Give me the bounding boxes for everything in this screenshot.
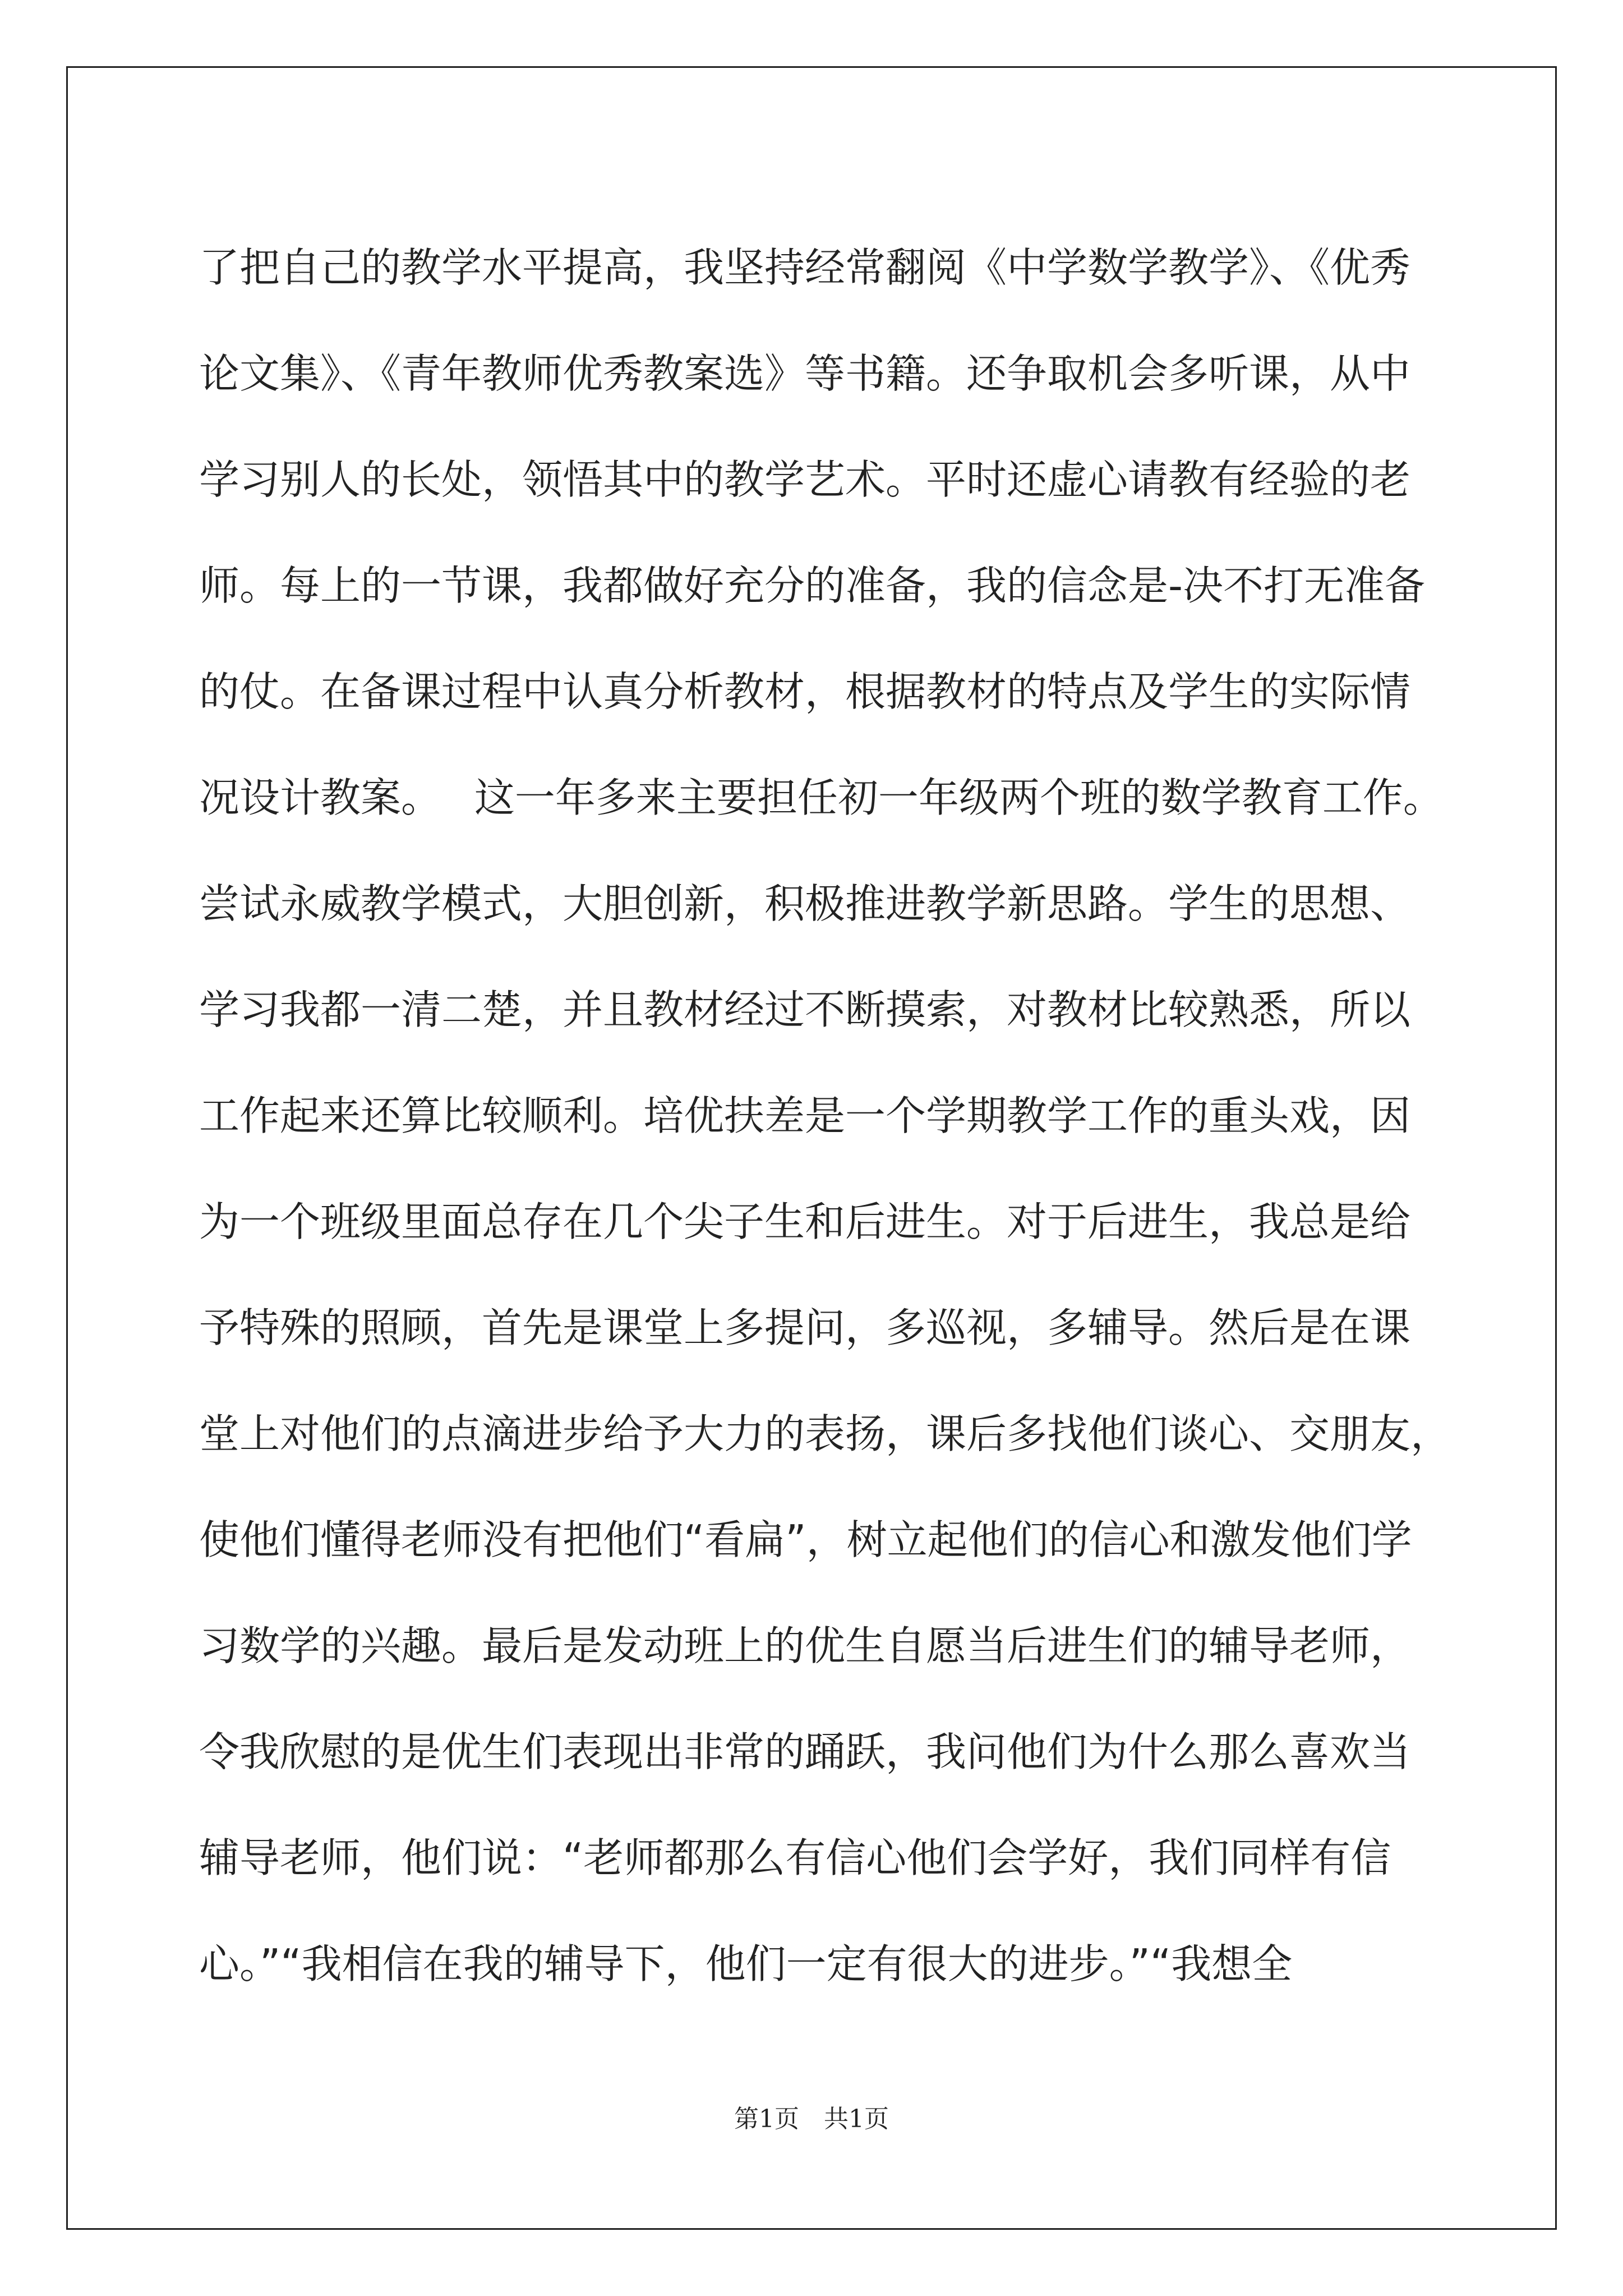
text-line-2: 论文集》、《青年教师优秀教案选》等书籍。还争取机会多听课，从中 bbox=[199, 350, 1411, 397]
page-number-footer: 第1页 共1页 bbox=[734, 2105, 889, 2133]
text-line-4: 师。每上的一节课，我都做好充分的准备，我的信念是-决不打无准备 bbox=[199, 562, 1425, 609]
text-line-11: 予特殊的照顾，首先是课堂上多提问，多巡视，多辅导。然后是在课 bbox=[199, 1304, 1411, 1351]
text-line-10: 为一个班级里面总存在几个尖子生和后进生。对于后进生，我总是给 bbox=[199, 1198, 1411, 1245]
document-body bbox=[199, 215, 1467, 2017]
text-line-13: 使他们懂得老师没有把他们“看扁”，树立起他们的信心和激发他们学 bbox=[199, 1516, 1412, 1563]
text-line-3: 学习别人的长处，领悟其中的教学艺术。平时还虚心请教有经验的老 bbox=[199, 456, 1411, 503]
text-line-8: 学习我都一清二楚，并且教材经过不断摸索，对教材比较熟悉，所以 bbox=[199, 986, 1411, 1033]
text-line-1: 了把自己的教学水平提高，我坚持经常翻阅《中学数学教学》、《优秀 bbox=[199, 244, 1411, 291]
text-line-16: 辅导老师，他们说：“老师都那么有信心他们会学好，我们同样有信 bbox=[199, 1834, 1391, 1881]
text-line-15: 令我欣慰的是优生们表现出非常的踊跃，我问他们为什么那么喜欢当 bbox=[199, 1728, 1411, 1775]
text-line-9: 工作起来还算比较顺利。培优扶差是一个学期教学工作的重头戏，因 bbox=[199, 1092, 1411, 1139]
text-line-14: 习数学的兴趣。最后是发动班上的优生自愿当后进生们的辅导老师， bbox=[199, 1622, 1411, 1669]
text-line-12: 堂上对他们的点滴进步给予大力的表扬，课后多找他们谈心、交朋友， bbox=[199, 1410, 1451, 1457]
text-line-6: 况设计教案。 这一年多来主要担任初一年级两个班的数学教育工作。 bbox=[199, 774, 1444, 821]
text-line-7: 尝试永威教学模式，大胆创新，积极推进教学新思路。学生的思想、 bbox=[199, 880, 1411, 927]
text-line-5: 的仗。在备课过程中认真分析教材，根据教材的特点及学生的实际情 bbox=[199, 668, 1411, 715]
text-line-17: 心。”“我相信在我的辅导下，他们一定有很大的进步。”“我想全 bbox=[199, 1940, 1293, 1987]
